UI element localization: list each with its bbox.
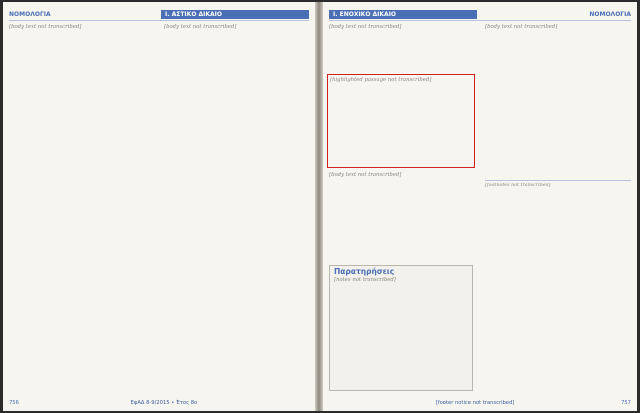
notes-text: [notes not transcribed] [334, 277, 396, 283]
page-number: 756 [9, 399, 19, 406]
left-column-2 [164, 24, 309, 380]
right-page [323, 2, 637, 411]
right-header-section: ΝΟΜΟΛΟΓΙΑ [589, 11, 631, 18]
paragraph: [body text not transcribed] [9, 24, 82, 30]
right-header-rule [329, 20, 631, 21]
paragraph: [body text not transcribed] [329, 24, 402, 30]
footnote: [footnotes not transcribed] [485, 183, 551, 188]
left-header-rule [9, 20, 309, 21]
footnotes [485, 183, 631, 391]
page-gutter [315, 2, 323, 411]
journal-issue: ΕφΑΔ 8-9/2015 • Έτος 8ο [130, 399, 198, 406]
paragraph: [body text not transcribed] [485, 24, 558, 30]
footer-notice: [footer notice not transcribed] [435, 399, 515, 406]
paragraph: [body text not transcribed] [164, 24, 237, 30]
right-footer [329, 398, 631, 407]
right-column-1-middle [329, 172, 473, 260]
right-header-category: Ι. ΕΝΟΧΙΚΟ ΔΙΚΑΙΟ [329, 10, 477, 19]
paragraph: [body text not transcribed] [329, 172, 402, 178]
left-header-category: Ι. ΑΣΤΙΚΟ ΔΙΚΑΙΟ [161, 10, 309, 19]
footnote-rule [485, 180, 631, 181]
left-header-section: ΝΟΜΟΛΟΓΙΑ [9, 11, 51, 18]
highlighted-text: [highlighted passage not transcribed] [330, 77, 432, 83]
left-column-1 [9, 24, 154, 380]
page-number: 757 [621, 399, 631, 406]
highlighted-passage [327, 74, 475, 168]
left-page [3, 2, 315, 411]
notes-box [329, 265, 473, 391]
notes-title: Παρατηρήσεις [334, 267, 395, 276]
right-column-2 [485, 24, 631, 176]
right-column-1-top [329, 24, 473, 72]
left-footer [9, 398, 309, 407]
